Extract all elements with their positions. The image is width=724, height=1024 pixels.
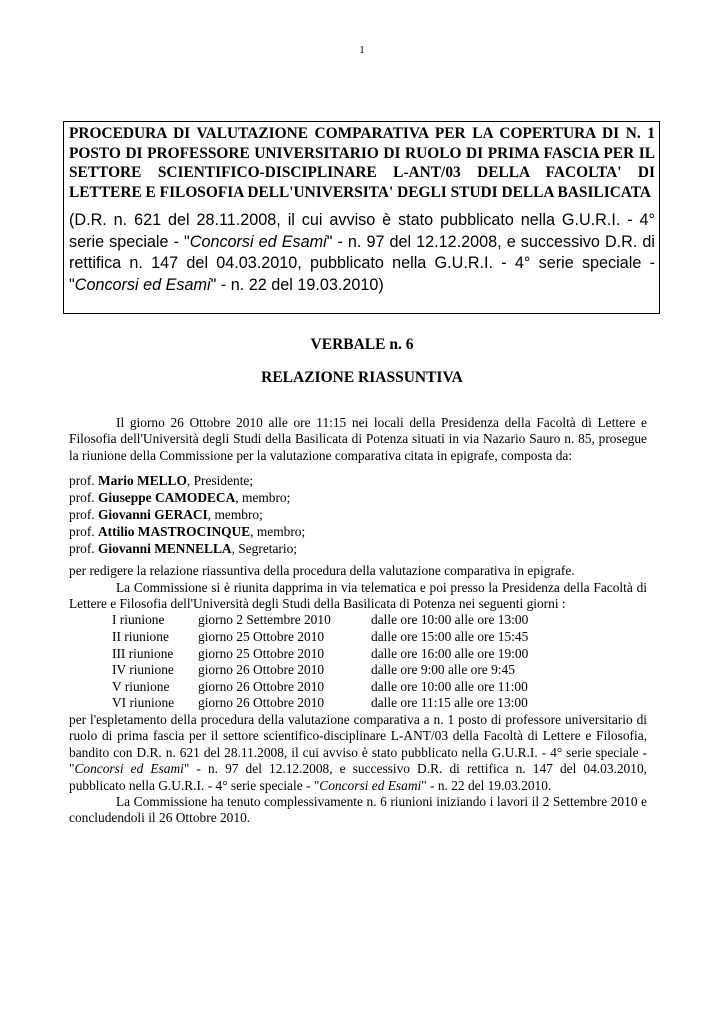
meeting-row [112,646,647,663]
meeting-date: giorno 2 Settembre 2010 [198,612,331,628]
meetings-schedule [69,612,647,712]
meeting-date: giorno 26 Ottobre 2010 [198,695,325,711]
procedure-paragraph-italic-2: Concorsi ed Esami [319,777,422,793]
page-number: 1 [359,44,365,56]
decree-reference-italic-1: Concorsi ed Esami [189,232,327,251]
meeting-date: giorno 25 Ottobre 2010 [198,645,325,661]
header-box [63,121,660,314]
member-row [69,489,647,506]
procedure-paragraph [69,712,647,794]
meeting-label: I riunione [112,612,165,628]
meeting-time: dalle ore 16:00 alle ore 19:00 [371,645,529,661]
member-role: , Presidente; [186,473,254,489]
commission-members [69,472,647,557]
meeting-time: dalle ore 9:00 alle ore 9:45 [371,662,515,678]
meeting-row [112,695,647,712]
meeting-label: V riunione [112,678,170,694]
procedure-paragraph-italic-1: Concorsi ed Esami [74,761,184,777]
meeting-label: II riunione [112,629,169,645]
decree-reference [69,210,655,296]
closing-paragraph: La Commissione ha tenuto complessivamente n. 6 riunioni iniziando i lavori il 2 Settembre 2010 e concludendoli il 26 Ottobre 2010. [69,794,647,826]
member-row [69,540,647,557]
meeting-label: IV riunione [112,662,174,678]
meeting-date: giorno 25 Ottobre 2010 [198,629,325,645]
meeting-time: dalle ore 10:00 alle ore 13:00 [371,612,529,628]
decree-reference-part-2: " - n. 97 del 12.12.2008, e successivo D.R. di rettifica n. 147 del 04.03.2010, pubblicato nella G.U.R.I. - 4° serie speciale - " [69,232,655,294]
meeting-date: giorno 26 Ottobre 2010 [198,662,325,678]
member-row [69,506,647,523]
verbale-title: VERBALE n. 6 [310,336,414,353]
intro-paragraph: Il giorno 26 Ottobre 2010 alle ore 11:15 nei locali della Presidenza della Facoltà di Lettere e Filosofia dell'Università degli Studi della Basilicata di Potenza situati in via Nazario Sauro n. 85, prosegue la riunione della Commissione per la valutazione comparativa citata in epigrafe, composta da: [69,415,647,463]
meeting-time: dalle ore 10:00 alle ore 11:00 [371,678,528,694]
decree-reference-part-1: (D.R. n. 621 del 28.11.2008, il cui avviso è stato pubblicato nella G.U.R.I. - 4° serie speciale - " [69,211,655,251]
member-role: , membro; [235,490,291,506]
meeting-time: dalle ore 15:00 alle ore 15:45 [371,629,529,645]
member-role: , Segretario; [231,541,298,557]
meeting-label: VI riunione [112,695,175,711]
procedure-paragraph-part-2: " - n. 97 del 12.12.2008, e successivo D.R. di rettifica n. 147 del 04.03.2010, pubblicato nella G.U.R.I. - 4° serie speciale - " [69,761,647,793]
member-row [69,472,647,489]
decree-reference-part-3: " - n. 22 del 19.03.2010) [210,275,384,294]
meetings-intro: La Commissione si è riunita dapprima in via telematica e poi presso la Presidenza della Facoltà di Lettere e Filosofia dell'Università degli Studi della Basilicata di Potenza nei seguenti giorni : [69,579,647,612]
member-role: , membro; [250,524,306,540]
member-role: , membro; [207,507,263,523]
member-name: Giovanni MENNELLA [98,541,232,557]
member-name: Attilio MASTROCINQUE [98,524,251,540]
meeting-row [112,662,647,679]
procedure-title: PROCEDURA DI VALUTAZIONE COMPARATIVA PER LA COPERTURA DI N. 1 POSTO DI PROFESSORE UNIVERSITARIO DI RUOLO DI PRIMA FASCIA PER IL SETTORE SCIENTIFICO-DISCIPLINARE L-ANT/03 DELLA FACOLTA' DI LETTERE E FILOSOFIA DELL'UNIVERSITA' DEGLI STUDI DELLA BASILICATA [69,125,655,201]
procedure-paragraph-part-1: per l'espletamento della procedura della valutazione comparativa a n. 1 posto di professore universitario di ruolo di prima fascia per il settore scientifico-disciplinare L-ANT/03 della Facoltà di Lettere e Filosofia, bandito con D.R. n. 621 del 28.11.2008, il cui avviso è stato pubblicato nella G.U.R.I. - 4° serie speciale - " [69,712,647,777]
document-body [69,415,647,827]
procedure-paragraph-part-3: " - n. 22 del 19.03.2010. [421,777,552,793]
member-row [69,523,647,540]
member-prefix: prof. [69,524,99,540]
member-prefix: prof. [69,541,99,557]
member-name: Giovanni GERACI [98,507,208,523]
decree-reference-italic-2: Concorsi ed Esami [74,275,211,294]
member-name: Mario MELLO [98,473,187,489]
meeting-time: dalle ore 11:15 alle ore 13:00 [371,695,528,711]
meeting-date: giorno 26 Ottobre 2010 [198,678,325,694]
meeting-row [112,679,647,696]
member-prefix: prof. [69,490,99,506]
meeting-row [112,629,647,646]
member-prefix: prof. [69,473,99,489]
relazione-title: RELAZIONE RIASSUNTIVA [261,369,463,386]
member-name: Giuseppe CAMODECA [98,490,236,506]
meeting-label: III riunione [112,645,174,661]
purpose-line: per redigere la relazione riassuntiva della procedura della valutazione comparativa in epigrafe. [69,563,575,579]
member-prefix: prof. [69,507,99,523]
meeting-row [112,612,647,629]
